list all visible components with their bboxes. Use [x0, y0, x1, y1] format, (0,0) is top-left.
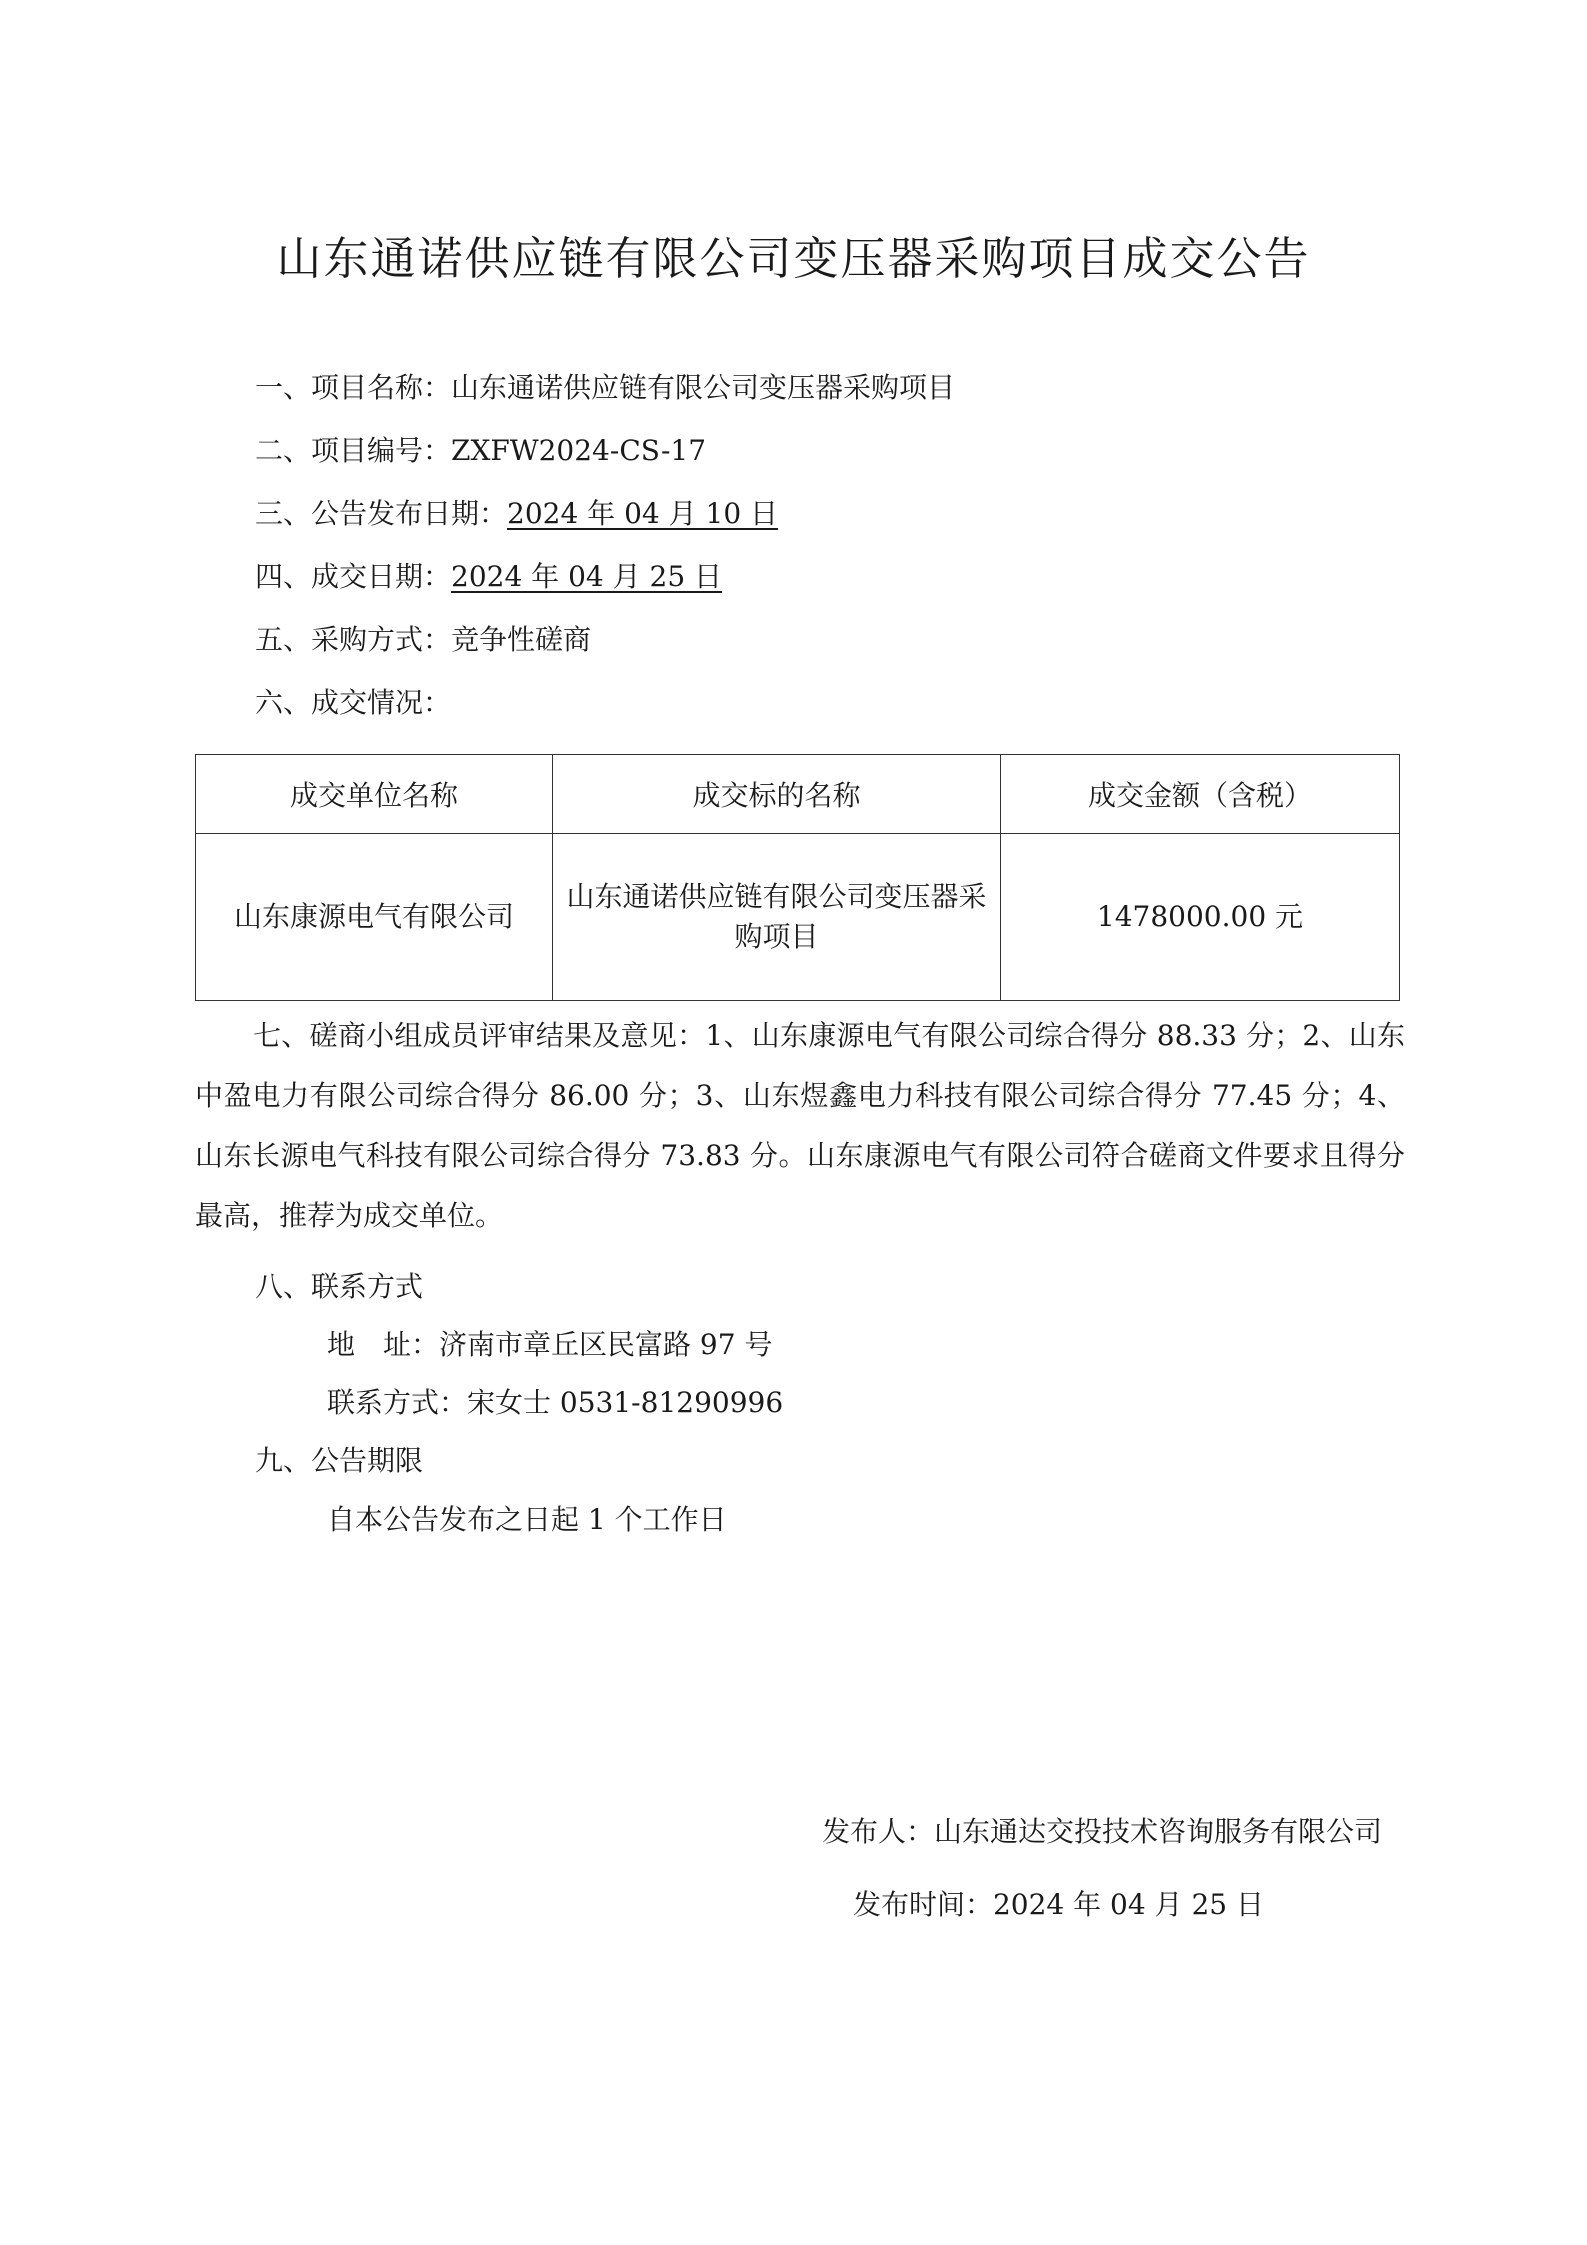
phone-label: 联系方式： — [327, 1386, 468, 1419]
project-number-line — [255, 431, 706, 471]
address-line — [327, 1325, 772, 1365]
method-value: 竞争性磋商 — [451, 623, 592, 656]
deal-info-label: 六、成交情况： — [255, 686, 452, 719]
deal-table — [195, 754, 1400, 1001]
project-name-value: 山东通诺供应链有限公司变压器采购项目 — [451, 371, 956, 404]
address-value: 济南市章丘区民富路 97 号 — [439, 1328, 773, 1361]
table-cell-project: 山东通诺供应链有限公司变压器采购项目 — [553, 834, 1001, 1001]
contact-label: 八、联系方式 — [255, 1270, 424, 1303]
deal-date-label: 四、成交日期： — [255, 560, 452, 593]
publish-time-label: 发布时间： — [852, 1888, 993, 1921]
table-header: 成交单位名称 — [196, 755, 553, 834]
publish-date-label: 三、公告发布日期： — [255, 497, 508, 530]
publisher-line — [822, 1812, 1382, 1852]
phone-value: 宋女士 0531-81290996 — [467, 1386, 784, 1419]
publish-date-line — [255, 494, 778, 534]
table-row — [196, 834, 1400, 1001]
review-paragraph: 七、磋商小组成员评审结果及意见：1、山东康源电气有限公司综合得分 88.33 分；2、山东中盈电力有限公司综合得分 86.00 分；3、山东煜鑫电力科技有限公司综合得分 77.45 分；4、山东长源电气科技有限公司综合得分 73.83 分。山东康源电气有限公司符合磋商文件要求且得分最高，推荐为成交单位。 — [195, 1019, 1405, 1232]
page-title: 山东通诺供应链有限公司变压器采购项目成交公告 — [276, 232, 1311, 285]
period-label: 九、公告期限 — [255, 1444, 424, 1477]
publish-time-line — [853, 1885, 1264, 1925]
deal-date-line — [255, 557, 722, 597]
period-text: 自本公告发布之日起 1 个工作日 — [327, 1503, 727, 1536]
phone-line — [327, 1383, 783, 1423]
project-name-label: 一、项目名称： — [255, 371, 452, 404]
project-number-label: 二、项目编号： — [255, 434, 452, 467]
method-line — [255, 620, 591, 660]
deal-date-value: 2024 年 04 月 25 日 — [451, 560, 723, 593]
publisher-label: 发布人： — [821, 1815, 934, 1848]
table-cell-company: 山东康源电气有限公司 — [196, 834, 553, 1001]
table-header-row — [196, 755, 1400, 834]
project-number-value: ZXFW2024-CS-17 — [451, 434, 707, 467]
address-label: 地 址： — [327, 1328, 440, 1361]
table-cell-amount: 1478000.00 元 — [1001, 834, 1400, 1001]
publish-time-value: 2024 年 04 月 25 日 — [992, 1888, 1264, 1921]
table-header: 成交金额（含税） — [1001, 755, 1400, 834]
project-name-line — [255, 368, 955, 408]
table-header: 成交标的名称 — [553, 755, 1001, 834]
publisher-value: 山东通达交投技术咨询服务有限公司 — [933, 1815, 1382, 1848]
publish-date-value: 2024 年 04 月 10 日 — [507, 497, 779, 530]
method-label: 五、采购方式： — [255, 623, 452, 656]
